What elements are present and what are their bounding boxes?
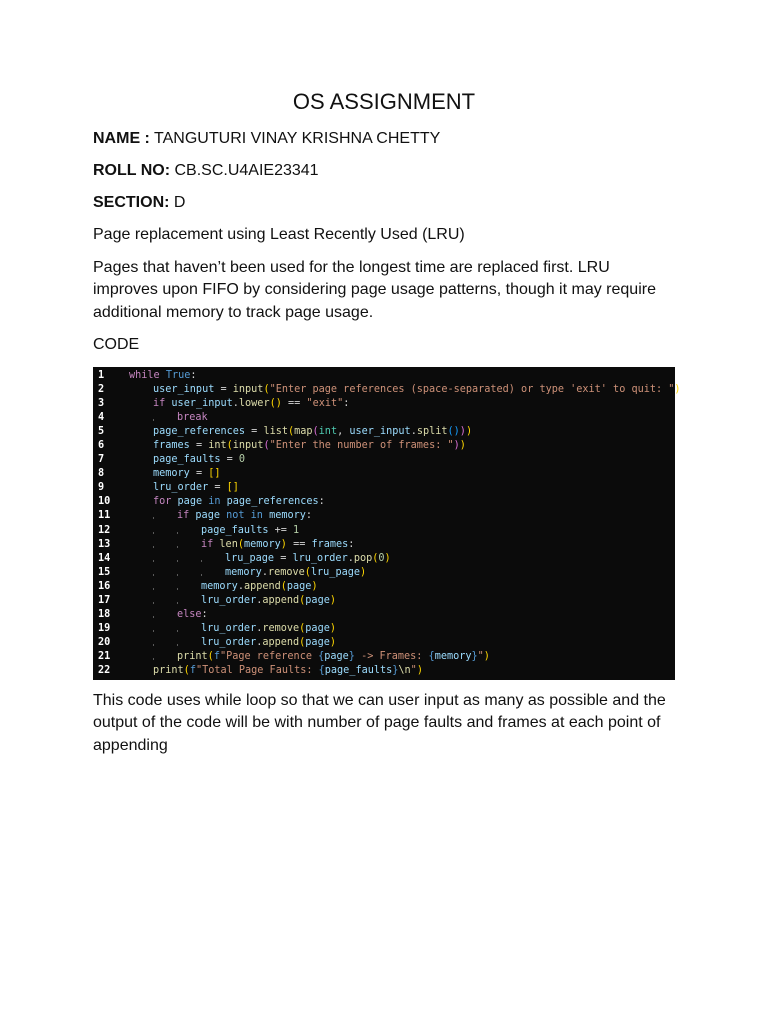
line-number: 12: [98, 524, 111, 536]
line-number: 14: [98, 552, 111, 564]
code-line: [93, 397, 675, 411]
name-value: TANGUTURI VINAY KRISHNA CHETTY: [149, 130, 441, 147]
line-number: 1: [98, 369, 105, 381]
topic-text: Page replacement using Least Recently Used (LRU): [93, 226, 465, 243]
code-text: lru_order.remove(page): [201, 623, 336, 635]
code-text: page_faults += 1: [201, 524, 300, 536]
line-number: 3: [98, 397, 105, 409]
code-line: [93, 664, 675, 678]
line-number: 19: [98, 623, 111, 635]
code-text: print(f"Page reference {page} -> Frames: {memory}"): [177, 651, 490, 663]
code-line: [93, 608, 675, 622]
code-line: [93, 509, 675, 523]
code-text: page_references = list(map(int, user_input.split())): [153, 425, 473, 437]
name-label: NAME :: [93, 130, 150, 147]
code-text: memory.append(page): [201, 580, 318, 592]
code-line: [93, 580, 675, 594]
line-number: 17: [98, 595, 111, 606]
code-line: [93, 538, 675, 552]
code-line: [93, 650, 675, 664]
code-line: [93, 439, 675, 453]
code-line: [93, 425, 675, 439]
code-text: else:: [177, 609, 208, 621]
code-line: [93, 622, 675, 636]
line-number: 9: [98, 482, 105, 494]
code-line: [93, 467, 675, 481]
code-text: lru_order.append(page): [201, 637, 336, 649]
code-text: if len(memory) == frames:: [201, 538, 355, 550]
roll-field: [93, 160, 675, 182]
line-number: 15: [98, 566, 111, 578]
code-text: user_input = input("Enter page references (space-separated) or type 'exit' to quit: "): [153, 383, 681, 395]
section-value: D: [169, 194, 186, 211]
name-field: [93, 128, 675, 150]
code-text: memory = []: [153, 468, 221, 480]
line-number: 11: [98, 510, 111, 522]
code-line: [93, 411, 675, 425]
code-line: [93, 453, 675, 467]
roll-label: ROLL NO:: [93, 162, 171, 179]
line-number: 13: [98, 538, 111, 550]
line-number: 21: [98, 651, 111, 663]
line-number: 18: [98, 609, 111, 621]
line-number: 22: [98, 665, 111, 677]
roll-value: CB.SC.U4AIE23341: [170, 162, 319, 179]
section-field: [93, 192, 675, 214]
description-text: Pages that haven’t been used for the longest time are replaced first. LRU improves upon FIFO by considering page usage patterns, though it may require additional memory to track page usage.: [93, 258, 656, 321]
line-number: 5: [98, 425, 105, 437]
page-title: OS ASSIGNMENT: [292, 89, 476, 114]
code-line: [93, 524, 675, 538]
code-line: [93, 594, 675, 608]
code-line: [93, 566, 675, 580]
code-text: lru_order.append(page): [201, 595, 336, 606]
line-number: 8: [98, 468, 105, 480]
line-number: 6: [98, 439, 105, 451]
code-text: if page not in memory:: [177, 510, 313, 522]
code-text: for page in page_references:: [153, 496, 325, 508]
line-number: 2: [98, 383, 105, 395]
code-text: while True:: [129, 369, 197, 381]
code-text: break: [177, 411, 208, 423]
code-line: [93, 552, 675, 566]
code-text: memory.remove(lru_page): [225, 566, 367, 578]
code-line: [93, 636, 675, 650]
line-number: 7: [98, 454, 105, 466]
code-text: lru_order = []: [153, 482, 239, 494]
conclusion-text: This code uses while loop so that we can user input as many as possible and the output of the code will be with number of page faults and frames at each point of appending: [93, 691, 666, 754]
line-number: 20: [98, 637, 111, 649]
code-line: [93, 369, 675, 383]
code-text: if user_input.lower() == "exit":: [153, 397, 350, 409]
code-line: [93, 495, 675, 509]
code-text: frames = int(input("Enter the number of frames: ")): [153, 439, 466, 451]
code-line: [93, 481, 675, 495]
code-text: lru_page = lru_order.pop(0): [225, 552, 391, 564]
code-screenshot: [93, 367, 681, 680]
code-heading: CODE: [93, 336, 140, 353]
code-text: print(f"Total Page Faults: {page_faults}\n"): [153, 665, 423, 677]
section-label: SECTION:: [93, 194, 170, 211]
code-text: page_faults = 0: [153, 454, 246, 466]
line-number: 10: [98, 496, 111, 508]
line-number: 4: [98, 411, 105, 423]
code-line: [93, 383, 681, 397]
line-number: 16: [98, 580, 111, 592]
